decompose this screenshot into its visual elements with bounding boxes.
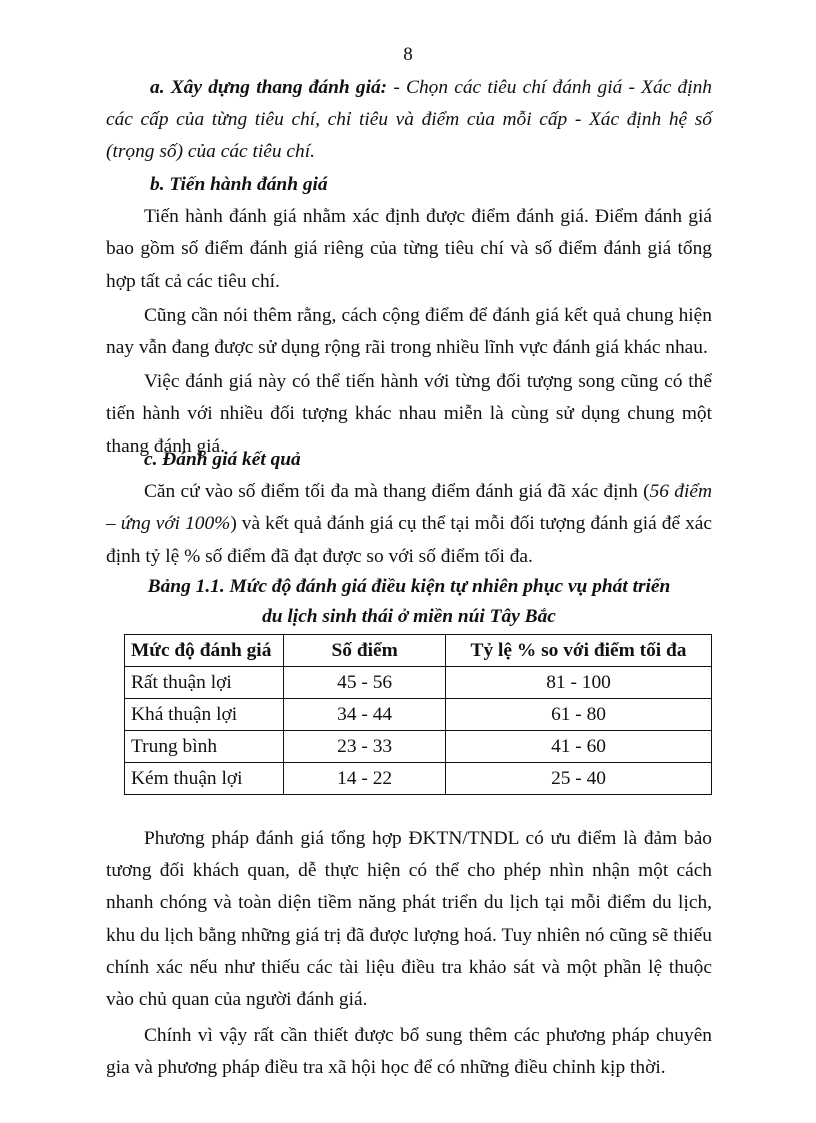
evaluation-levels-table: [124, 634, 712, 795]
cell-percent: 81 - 100: [446, 667, 712, 699]
header-level: Mức độ đánh giá: [125, 635, 284, 667]
cell-score: 23 - 33: [284, 731, 446, 763]
section-b-paragraph-3: Việc đánh giá này có thể tiến hành với từng đối tượng song cũng có thể tiến hành với nhiều đối tượng khác nhau miễn là cùng sử dụng chung một thang đánh giá.: [106, 371, 712, 457]
cell-score: 14 - 22: [284, 763, 446, 795]
closing-paragraph-1: Phương pháp đánh giá tổng hợp ĐKTN/TNDL có ưu điểm là đảm bảo tương đối khách quan, dễ thực hiện có thể cho phép nhìn nhận một cách nhanh chóng và toàn diện tiềm năng phát triển du lịch tại mỗi điểm du lịch, khu du lịch bằng những giá trị đã được lượng hoá. Tuy nhiên nó cũng sẽ thiếu chính xác nếu như thiếu các tài liệu điều tra khảo sát và một phần lệ thuộc vào chủ quan của người đánh giá.: [106, 828, 712, 1011]
section-c: [106, 444, 712, 573]
cell-score: 45 - 56: [284, 667, 446, 699]
table-row: [125, 763, 712, 795]
page-number: 8: [403, 44, 413, 65]
table-header-row: [125, 635, 712, 667]
table-caption-line-1: Bảng 1.1. Mức độ đánh giá điều kiện tự nhiên phục vụ phát triển: [147, 576, 671, 597]
table-row: [125, 731, 712, 763]
cell-percent: 25 - 40: [446, 763, 712, 795]
section-b: [106, 169, 712, 463]
cell-score: 34 - 44: [284, 699, 446, 731]
section-a-paragraph: [106, 72, 712, 169]
table-caption-line-2: du lịch sinh thái ở miền núi Tây Bắc: [262, 606, 556, 627]
cell-level: Trung bình: [125, 731, 284, 763]
section-a-text: - Chọn các tiêu chí đánh giá - Xác định các cấp của từng tiêu chí, chỉ tiêu và điểm của mỗi cấp - Xác định hệ số (trọng số) của các tiêu chí.: [106, 77, 712, 163]
cell-level: Rất thuận lợi: [125, 667, 284, 699]
section-c-text-italic: 56 điểm – ứng với 100%: [106, 481, 712, 535]
section-b-paragraph-1: Tiến hành đánh giá nhằm xác định được điểm đánh giá. Điểm đánh giá bao gồm số điểm đánh giá riêng của từng tiêu chí và số điểm đánh giá tổng hợp tất cả các tiêu chí.: [106, 206, 712, 292]
section-c-paragraph: [106, 476, 712, 573]
section-b-paragraph-2: Cũng cần nói thêm rằng, cách cộng điểm để đánh giá kết quả chung hiện nay vẫn đang được sử dụng rộng rãi trong nhiều lĩnh vực đánh giá khác nhau.: [106, 304, 712, 359]
cell-percent: 41 - 60: [446, 731, 712, 763]
cell-percent: 61 - 80: [446, 699, 712, 731]
table-section: [106, 572, 712, 795]
cell-level: Khá thuận lợi: [125, 699, 284, 731]
section-b-heading: b. Tiến hành đánh giá: [150, 174, 328, 195]
closing-paragraph-2: Chính vì vậy rất cần thiết được bổ sung thêm các phương pháp chuyên gia và phương pháp điều tra xã hội học để có những điều chỉnh kịp thời.: [106, 1025, 712, 1079]
cell-level: Kém thuận lợi: [125, 763, 284, 795]
section-a: [106, 72, 712, 169]
table-row: [125, 699, 712, 731]
header-percent: Tỷ lệ % so với điểm tối đa: [446, 635, 712, 667]
table-row: [125, 667, 712, 699]
header-score: Số điểm: [284, 635, 446, 667]
section-a-heading: a. Xây dựng thang đánh giá:: [150, 77, 388, 98]
section-c-text-start: Căn cứ vào số điểm tối đa mà thang điểm đánh giá đã xác định (: [144, 481, 650, 503]
section-c-text-end: ) và kết quả đánh giá cụ thể tại mỗi đối tượng đánh giá để xác định tỷ lệ % số điểm đã đạt được so với số điểm tối đa.: [106, 513, 712, 567]
closing-section: [106, 823, 712, 1085]
section-c-heading: c. Đánh giá kết quả: [144, 449, 301, 470]
